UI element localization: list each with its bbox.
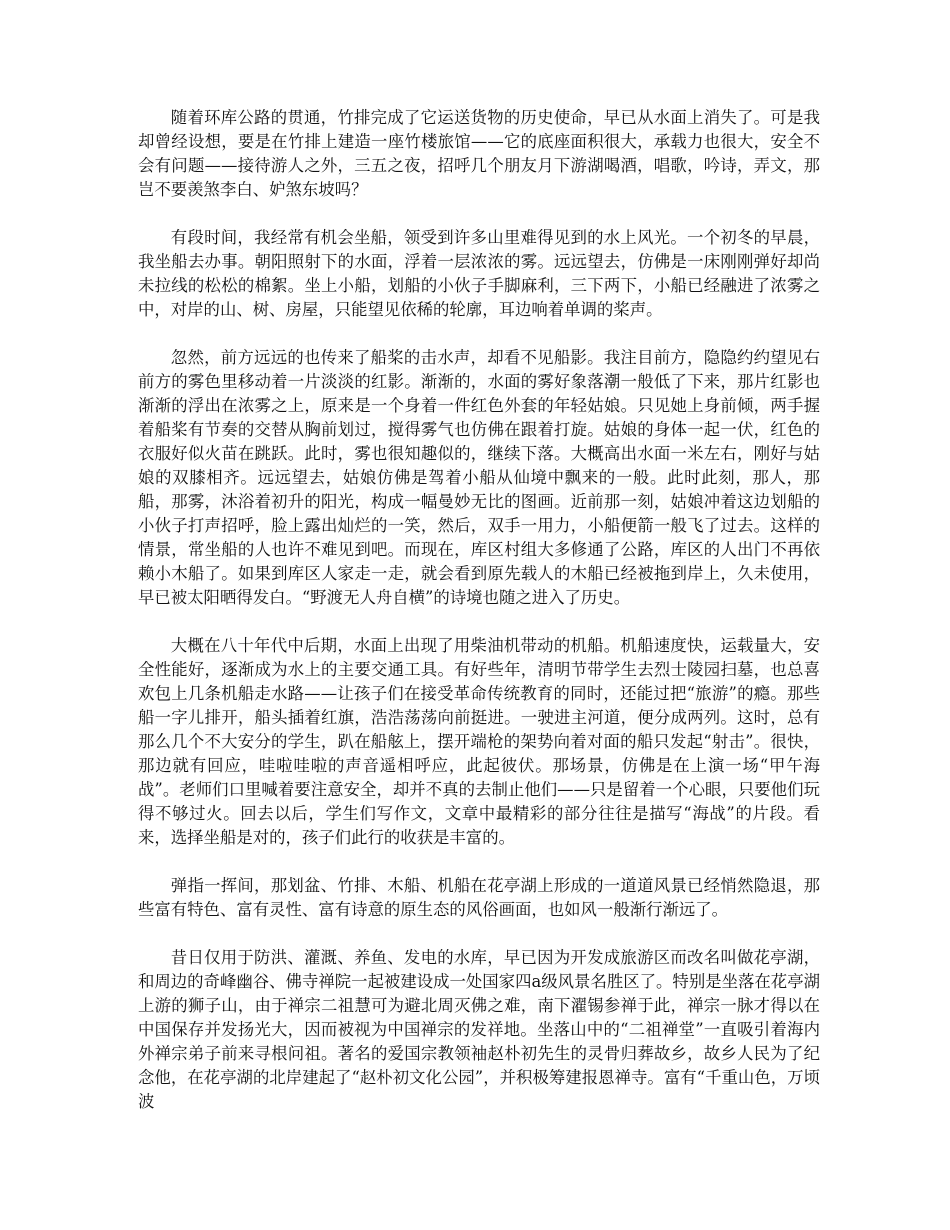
paragraph-5: 弹指一挥间，那划盆、竹排、木船、机船在花亭湖上形成的一道道风景已经悄然隐退，那些富有特色、富有灵性、富有诗意的原生态的风俗画面，也如风一般渐行渐远了。: [138, 876, 820, 919]
paragraph-4: 大概在八十年代中后期，水面上出现了用柴油机带动的机船。机船速度快，运载量大，安全性能好，逐渐成为水上的主要交通工具。有好些年，清明节带学生去烈士陵园扫墓，也总喜欢包上几条机船走水路——让孩子们在接受革命传统教育的同时，还能过把“旅游”的瘾。那些船一字儿排开，船头插着红旗，浩浩荡荡向前挺进。一驶进主河道，便分成两列。这时，总有那么几个不大安分的学生，趴在船舷上，摆开端枪的架势向着对面的船只发起“射击”。很快，那边就有回应，哇啦哇啦的声音遥相呼应，此起彼伏。那场景，仿佛是在上演一场“甲午海战”。老师们口里喊着要注意安全，却并不真的去制止他们——只是留着一个心眼，只要他们玩得不够过火。回去以后，学生们写作文，文章中最精彩的部分往往是描写“海战”的片段。看来，选择坐船是对的，孩子们此行的收获是丰富的。: [138, 636, 820, 847]
document-page: [138, 106, 820, 1138]
paragraph-2: 有段时间，我经常有机会坐船，领受到许多山里难得见到的水上风光。一个初冬的早晨，我坐船去办事。朝阳照射下的水面，浮着一层浓浓的雾。远远望去，仿佛是一床刚刚弹好却尚未拉线的松松的棉絮。坐上小船，划船的小伙子手脚麻利，三下两下，小船已经融进了浓雾之中，对岸的山、树、房屋，只能望见依稀的轮廓，耳边响着单调的桨声。: [138, 228, 820, 319]
paragraph-3: 忽然，前方远远的也传来了船桨的击水声，却看不见船影。我注目前方，隐隐约约望见右前方的雾色里移动着一片淡淡的红影。渐渐的，水面的雾好象落潮一般低了下来，那片红影也渐渐的浮出在浓雾之上，原来是一个身着一件红色外套的年轻姑娘。只见她上身前倾，两手握着船桨有节奏的交替从胸前划过，搅得雾气也仿佛在跟着打旋。姑娘的身体一起一伏，红色的衣服好似火苗在跳跃。此时，雾也很知趣似的，继续下落。大概高出水面一米左右，刚好与姑娘的双膝相齐。远远望去，姑娘仿佛是驾着小船从仙境中飘来的一般。此时此刻，那人，那船，那雾，沐浴着初升的阳光，构成一幅曼妙无比的图画。近前那一刻，姑娘冲着这边划船的小伙子打声招呼，脸上露出灿烂的一笑，然后，双手一用力，小船便箭一般飞了过去。这样的情景，常坐船的人也许不难见到吧。而现在，库区村组大多修通了公路，库区的人出门不再依赖小木船了。如果到库区人家走一走，就会看到原先载人的木船已经被拖到岸上，久未使用，早已被太阳晒得发白。“野渡无人舟自横”的诗境也随之进入了历史。: [138, 348, 820, 607]
paragraph-6: 昔日仅用于防洪、灌溉、养鱼、发电的水库，早已因为开发成旅游区而改名叫做花亭湖，和周边的奇峰幽谷、佛寺禅院一起被建设成一处国家四a级风景名胜区了。特别是坐落在花亭湖上游的狮子山，由于禅宗二祖慧可为避北周灭佛之难，南下濯锡参禅于此，禅宗一脉才得以在中国保存并发扬光大，因而被视为中国禅宗的发祥地。坐落山中的“二祖禅堂”一直吸引着海内外禅宗弟子前来寻根问祖。著名的爱国宗教领袖赵朴初先生的灵骨归葬故乡，故乡人民为了纪念他，在花亭湖的北岸建起了“赵朴初文化公园”，并积极筹建报恩禅寺。富有“千重山色，万顷波: [138, 948, 820, 1111]
paragraph-1: 随着环库公路的贯通，竹排完成了它运送货物的历史使命，早已从水面上消失了。可是我却曾经设想，要是在竹排上建造一座竹楼旅馆——它的底座面积很大，承载力也很大，安全不会有问题——接待游人之外，三五之夜，招呼几个朋友月下游湖喝酒，唱歌，吟诗，弄文，那岂不要羡煞李白、妒煞东坡吗？: [138, 108, 820, 199]
